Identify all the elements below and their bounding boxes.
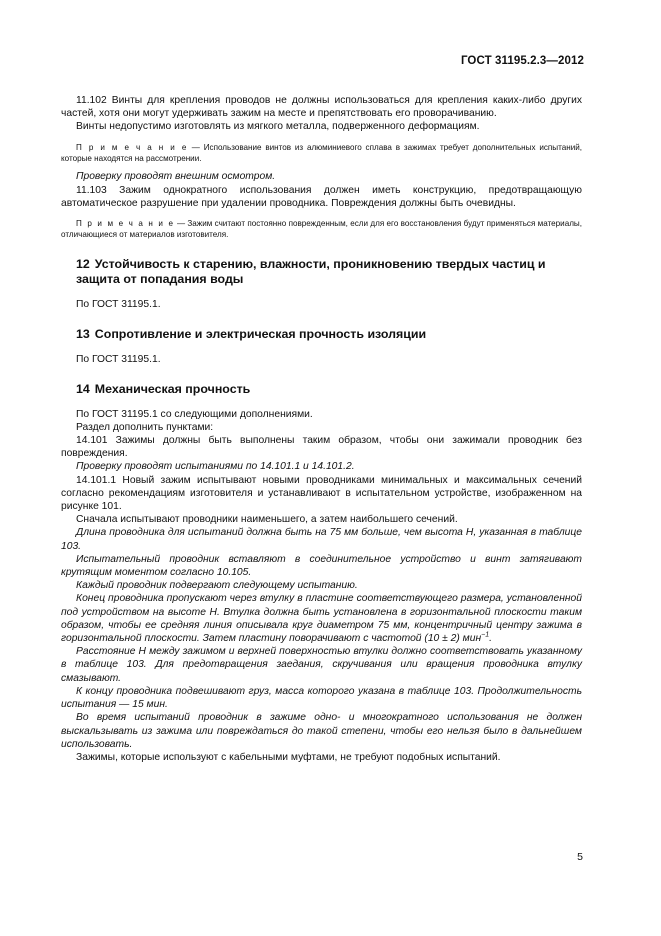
page-number: 5 xyxy=(577,851,583,863)
paragraph: По ГОСТ 31195.1 со следующими дополнениями. xyxy=(76,408,313,420)
clause-14-101-1: 14.101.1 Новый зажим испытывают новыми проводниками минимальных и максимальных сечений согласно рекомендациям изготовителя и устанавливают в испытательном устройстве, изображенном на рисунке 101. xyxy=(61,474,582,513)
paragraph: Расстояние Н между зажимом и верхней поверхностью втулки должно соответствовать указанному в таблице 103. Для предотвращения заедания, скручивания или вращения проводника втулку смазывают. xyxy=(61,646,582,684)
check-method: Проверку проводят испытаниями по 14.101.1 и 14.101.2. xyxy=(76,461,355,473)
paragraph: Раздел дополнить пунктами: xyxy=(76,421,214,433)
paragraph: Конец проводника пропускают через втулку в пластине соответствующего размера, установленной под устройством на высоте Н. Втулка должна быть установлена в горизонтальной плоскости таким образом, чтобы ее средняя линия описывала круг диаметром 75 мм, концентричный центру зажима в горизонтальной плоскости. Затем пластину поворачивают с частотой (10 ± 2) мин$^{-1}$. xyxy=(61,593,582,645)
paragraph: Испытательный проводник вставляют в соединительное устройство и винт затягивают крутящим моментом согласно 10.105. xyxy=(61,553,582,579)
note-2 xyxy=(61,218,582,241)
paragraph: Винты недопустимо изготовлять из мягкого металла, подверженного деформациям. xyxy=(76,121,480,133)
paragraph: Во время испытаний проводник в зажиме одно- и многократного использования не должен выскальзывать из зажима или повреждаться до такой степени, чтобы его нельзя было в дальнейшем использовать. xyxy=(61,712,582,750)
note-label: П р и м е ч а н и е xyxy=(76,219,175,229)
note-1 xyxy=(61,142,582,165)
section-14-heading: 14 Механическая прочность xyxy=(76,382,251,397)
section-12-text: По ГОСТ 31195.1. xyxy=(76,299,161,311)
paragraph: Сначала испытывают проводники наименьшего, а затем наибольшего сечений. xyxy=(76,514,458,526)
note-text: — Зажим считают постоянно поврежденным, если для его восстановления будут применяться материалы, отличающиеся от материалов изготовителя. xyxy=(61,219,582,240)
clause-11-102: 11.102 Винты для крепления проводов не должны использоваться для крепления каких-либо других частей, хотя они могут удерживать зажим на месте и препятствовать его проворачиванию. xyxy=(61,95,582,120)
paragraph: Длина проводника для испытаний должна быть на 75 мм больше, чем высота Н, указанная в таблице 103. xyxy=(61,527,582,552)
note-label: П р и м е ч а н и е xyxy=(76,142,188,152)
paragraph: К концу проводника подвешивают груз, масса которого указана в таблице 103. Продолжительность испытания — 15 мин. xyxy=(61,685,582,711)
check-method: Проверку проводят внешним осмотром. xyxy=(76,171,276,183)
paragraph: Зажимы, которые используют с кабельными муфтами, не требуют подобных испытаний. xyxy=(76,751,501,763)
page-body xyxy=(61,94,582,764)
section-13-text: По ГОСТ 31195.1. xyxy=(76,353,161,365)
section-12-heading: 12 Устойчивость к старению, влажности, проникновению твердых частиц и защита от попадания воды xyxy=(76,256,546,287)
paragraph: Каждый проводник подвергают следующему испытанию. xyxy=(76,580,358,592)
note-text: — Использование винтов из алюминиевого сплава в зажимах требует дополнительных испытаний, которые находятся на рассмотрении. xyxy=(61,142,582,164)
clause-14-101: 14.101 Зажимы должны быть выполнены таким образом, чтобы они зажимали проводник без повреждения. xyxy=(61,435,582,460)
section-13-heading: 13 Сопротивление и электрическая прочность изоляции xyxy=(76,327,427,342)
clause-11-103: 11.103 Зажим однократного использования должен иметь конструкцию, предотвращающую автоматическое разрушение при удалении проводника. Повреждения должны быть очевидны. xyxy=(61,184,582,209)
document-header: ГОСТ 31195.2.3—2012 xyxy=(460,55,584,67)
